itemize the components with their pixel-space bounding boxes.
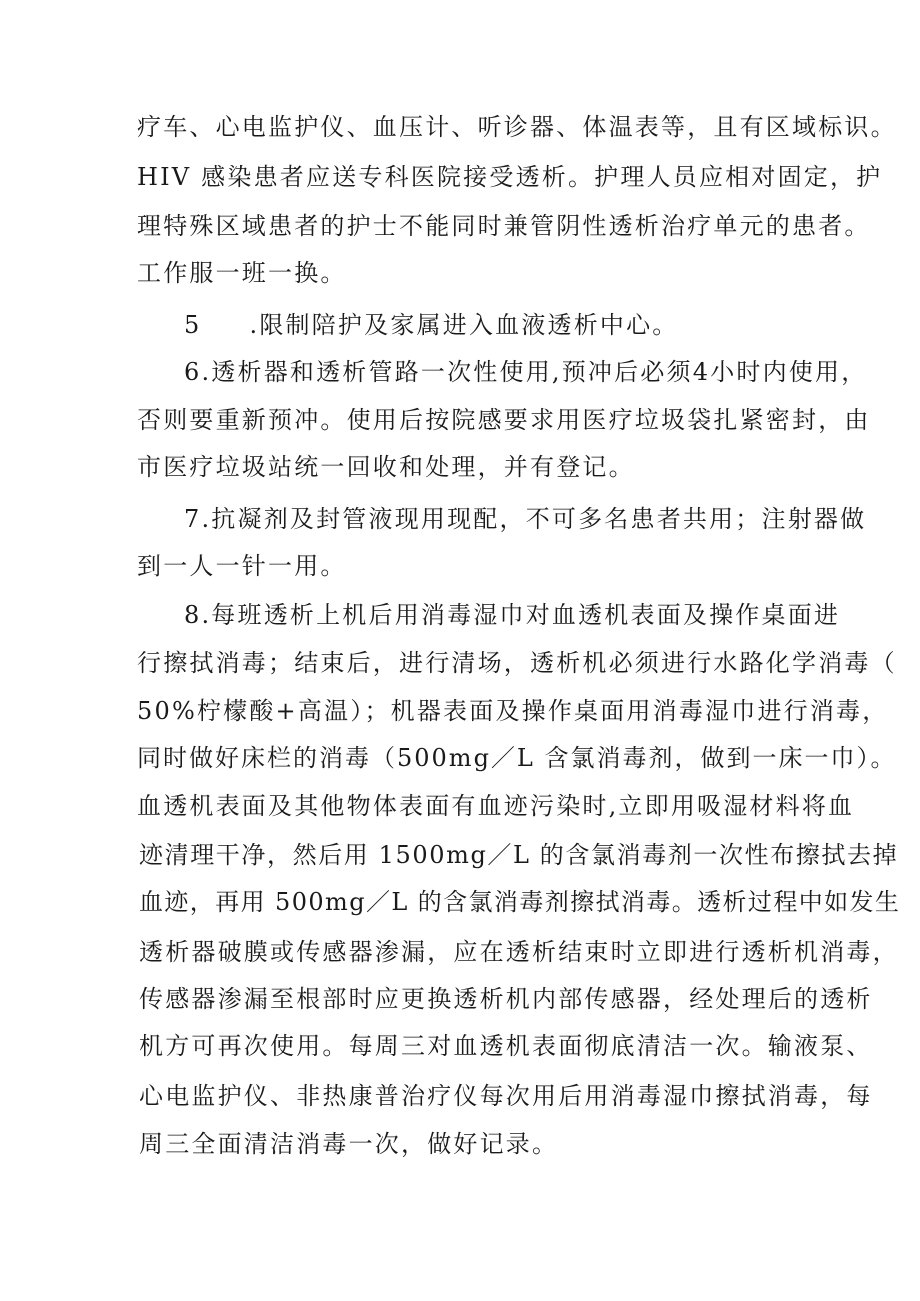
item-8-line-3: 50%柠檬酸+高温）；机器表面及操作桌面用消毒湿巾进行消毒， <box>137 697 889 725</box>
item-8-line-2: 行擦拭消毒；结束后，进行清场，透析机必须进行水路化学消毒（ <box>137 649 897 677</box>
item-8-line-7: 血迹，再用 500mg／L 的含氯消毒剂擦拭消毒。透析过程中如发生 <box>139 888 901 916</box>
item-8-line-8: 透析器破膜或传感器渗漏，应在透析结束时立即进行透析机消毒， <box>139 938 899 966</box>
item-8-line-6: 迹清理干净，然后用 1500mg／L 的含氯消毒剂一次性布擦拭去掉 <box>139 841 899 869</box>
item-7-line-2: 到一人一针一用。 <box>137 552 347 580</box>
text-line-2: HIV 感染患者应送专科医院接受透析。护理人员应相对固定，护 <box>137 163 883 191</box>
item-8-line-9: 传感器渗漏至根部时应更换透析机内部传感器，经处理后的透析 <box>139 985 873 1013</box>
item-8-line-4: 同时做好床栏的消毒（500mg／L 含氯消毒剂，做到一床一巾）。 <box>137 744 897 772</box>
item-7-line-1: 7.抗凝剂及封管液现用现配，不可多名患者共用；注射器做 <box>184 505 867 533</box>
item-8-line-10: 机方可再次使用。每周三对血透机表面彻底清洁一次。输液泵、 <box>139 1032 873 1060</box>
item-8-line-1: 8.每班透析上机后用消毒湿巾对血透机表面及操作桌面进 <box>184 601 841 629</box>
text-line-4: 工作服一班一换。 <box>137 259 347 287</box>
item-5-number: 5 <box>184 311 202 339</box>
item-6-line-3: 市医疗垃圾站统一回收和处理，并有登记。 <box>137 453 635 481</box>
item-6-line-1: 6.透析器和透析管路一次性使用,预冲后必须4小时内使用， <box>184 358 868 386</box>
item-8-line-5: 血透机表面及其他物体表面有血迹污染时,立即用吸湿材料将血 <box>137 792 855 820</box>
item-5-text: .限制陪护及家属进入血液透析中心。 <box>249 311 679 339</box>
item-5-line <box>184 310 679 340</box>
text-line-3: 理特殊区域患者的护士不能同时兼管阴性透析治疗单元的患者。 <box>137 212 871 240</box>
text-line-1: 疗车、心电监护仪、血压计、听诊器、体温表等，且有区域标识。 <box>137 113 897 141</box>
item-8-line-11: 心电监护仪、非热康普治疗仪每次用后用消毒湿巾擦拭消毒，每 <box>139 1082 873 1110</box>
item-8-line-12: 周三全面清洁消毒一次，做好记录。 <box>139 1130 559 1158</box>
item-6-line-2: 否则要重新预冲。使用后按院感要求用医疗垃圾袋扎紧密封，由 <box>137 406 871 434</box>
